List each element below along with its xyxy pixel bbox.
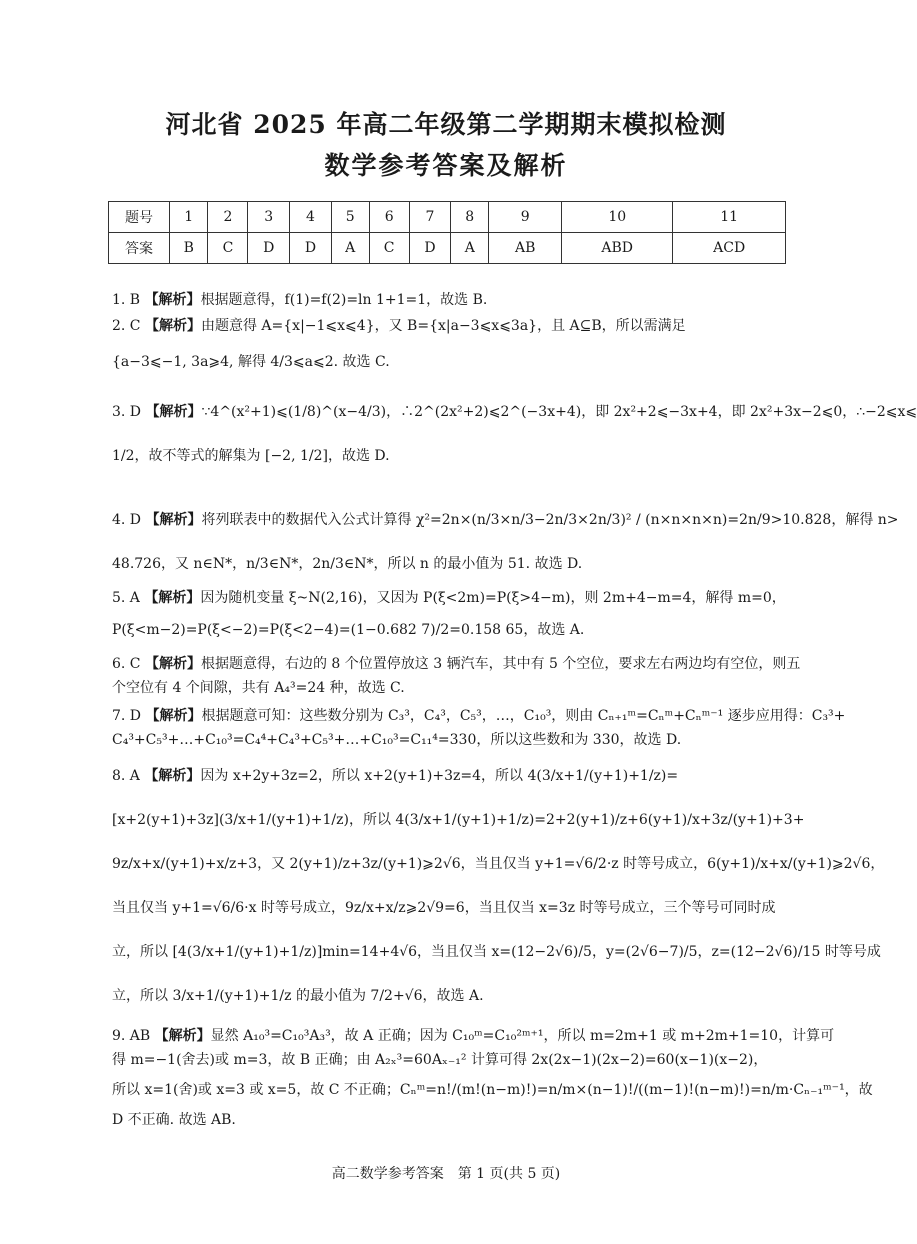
solution-text: {a−3⩽−1, 3a⩾4, 解得 4/3⩽a⩽2. 故选 C. (112, 354, 390, 370)
solution-label: 3. D (112, 404, 142, 420)
answer-cell: ACD (673, 233, 786, 264)
solution-line (112, 1048, 802, 1072)
solution-label: 7. D (112, 708, 142, 724)
solution-line (112, 1078, 873, 1102)
solution-line (112, 314, 802, 338)
solution-line (112, 763, 802, 789)
solution-text: 因为 x+2y+3z=2，所以 x+2(y+1)+3z=4，所以 4(3/x+1/(y+1)+1/z)= (200, 768, 679, 784)
solution-line (112, 444, 802, 468)
solution-text: 立，所以 [4(3/x+1/(y+1)+1/z)]min=14+4√6，当且仅当 x=(12−2√6)/5，y=(2√6−7)/5，z=(12−2√6)/15 时等号成 (112, 944, 881, 960)
answer-cell: C (208, 233, 248, 264)
answer-table-answer-row (109, 233, 786, 264)
answer-cell: B (170, 233, 208, 264)
question-number: 2 (208, 202, 248, 233)
question-number: 4 (290, 202, 332, 233)
solution-line (112, 676, 802, 700)
solution-label: 2. C (112, 318, 141, 334)
answer-cell: C (369, 233, 409, 264)
row-label-answer: 答案 (109, 233, 170, 264)
solution-text: 立，所以 3/x+1/(y+1)+1/z 的最小值为 7/2+√6，故选 A. (112, 988, 484, 1004)
solution-text: 得 m=−1(舍去)或 m=3，故 B 正确；由 A₂ₓ³=60Aₓ₋₁² 计算可得 2x(2x−1)(2x−2)=60(x−1)(x−2)， (112, 1052, 768, 1068)
solution-label: 6. C (112, 656, 141, 672)
solution-line (112, 1108, 802, 1132)
solution-line (112, 1024, 835, 1048)
page-footer: 高二数学参考答案 第 1 页(共 5 页) (331, 1166, 561, 1182)
solution-text: 因为随机变量 ξ~N(2,16)，又因为 P(ξ<2m)=P(ξ>4−m)，则 2m+4−m=4，解得 m=0， (200, 590, 786, 606)
analysis-tag: 【解析】 (144, 318, 201, 334)
answer-table (108, 201, 786, 264)
solution-6 (112, 652, 802, 700)
solution-9 (112, 1024, 873, 1132)
solution-text: 1/2，故不等式的解集为 [−2, 1/2]，故选 D. (112, 448, 390, 464)
answer-cell: AB (489, 233, 562, 264)
solution-line (112, 288, 802, 312)
solution-label: 5. A (112, 590, 140, 606)
question-number: 10 (562, 202, 673, 233)
analysis-tag: 【解析】 (144, 768, 201, 784)
analysis-tag: 【解析】 (144, 656, 201, 672)
solution-label: 9. AB (112, 1028, 151, 1044)
solution-label: 8. A (112, 768, 140, 784)
solution-text: 根据题意得，f(1)=f(2)=ln 1+1=1，故选 B. (200, 292, 488, 308)
solution-line (112, 508, 899, 532)
question-number: 1 (170, 202, 208, 233)
solution-text: D 不正确. 故选 AB. (112, 1112, 236, 1128)
solution-line (112, 983, 802, 1009)
answer-table-number-row (109, 202, 786, 233)
question-number: 3 (248, 202, 290, 233)
solution-line (112, 400, 917, 424)
question-number: 5 (331, 202, 369, 233)
solution-line (112, 807, 805, 833)
answer-cell: A (451, 233, 489, 264)
solution-text: P(ξ<m−2)=P(ξ<−2)=P(ξ<2−4)=(1−0.682 7)/2=0.158 65，故选 A. (112, 622, 585, 638)
solution-label: 4. D (112, 512, 142, 528)
solution-text: 48.726，又 n∈N*，n/3∈N*，2n/3∈N*，所以 n 的最小值为 51. 故选 D. (112, 556, 583, 572)
solution-text: 根据题意可知：这些数分别为 C₃³，C₄³，C₅³，…，C₁₀³，则由 Cₙ₊₁ᵐ=Cₙᵐ+Cₙᵐ⁻¹ 逐步应用得：C₃³+ (201, 708, 846, 724)
document-subtitle: 数学参考答案及解析 (324, 151, 568, 180)
solution-line (112, 552, 802, 576)
solution-text: 当且仅当 y+1=√6/6·x 时等号成立，9z/x+x/z⩾2√9=6，当且仅当 x=3z 时等号成立，三个等号可同时成 (112, 900, 776, 916)
solution-text: 所以 x=1(舍)或 x=3 或 x=5，故 C 不正确；Cₙᵐ=n!/(m!(n−m)!)=n/m×(n−1)!/((m−1)!(n−m)!)=n/m·Cₙ₋₁ᵐ⁻¹，故 (112, 1082, 873, 1098)
solution-5 (112, 586, 802, 642)
solution-label: 1. B (112, 292, 141, 308)
solution-text: C₄³+C₅³+…+C₁₀³=C₄⁴+C₄³+C₅³+…+C₁₀³=C₁₁⁴=330，所以这些数和为 330，故选 D. (112, 732, 682, 748)
analysis-tag: 【解析】 (145, 404, 202, 420)
solution-line (112, 939, 881, 965)
question-number: 11 (673, 202, 786, 233)
question-number: 8 (451, 202, 489, 233)
solution-line (112, 350, 802, 374)
analysis-tag: 【解析】 (154, 1028, 211, 1044)
solution-text: 根据题意得，右边的 8 个位置停放这 3 辆汽车，其中有 5 个空位，要求左右两边均有空位，则五 (200, 656, 801, 672)
solution-line (112, 728, 802, 752)
solution-2 (112, 314, 802, 374)
solution-line (112, 618, 802, 642)
solution-line (112, 851, 885, 877)
solution-4 (112, 508, 899, 576)
answer-cell: D (409, 233, 451, 264)
solution-line (112, 652, 802, 676)
analysis-tag: 【解析】 (145, 708, 202, 724)
solution-8 (112, 763, 885, 1009)
question-number: 7 (409, 202, 451, 233)
analysis-tag: 【解析】 (144, 292, 201, 308)
answer-cell: D (290, 233, 332, 264)
solution-text: ∵4^(x²+1)⩽(1/8)^(x−4/3)，∴2^(2x²+2)⩽2^(−3x+4)，即 2x²+2⩽−3x+4，即 2x²+3x−2⩽0，∴−2⩽x⩽ (201, 404, 917, 420)
solution-text: [x+2(y+1)+3z](3/x+1/(y+1)+1/z)，所以 4(3/x+1/(y+1)+1/z)=2+2(y+1)/z+6(y+1)/x+3z/(y+1)+3+ (112, 812, 805, 828)
question-number: 6 (369, 202, 409, 233)
solution-text: 显然 A₁₀³=C₁₀³A₃³，故 A 正确；因为 C₁₀ᵐ=C₁₀²ᵐ⁺¹，所以 m=2m+1 或 m+2m+1=10，计算可 (210, 1028, 835, 1044)
solution-text: 个空位有 4 个间隙，共有 A₄³=24 种，故选 C. (112, 680, 405, 696)
answer-cell: ABD (562, 233, 673, 264)
solution-3 (112, 400, 917, 468)
solution-7 (112, 704, 846, 752)
analysis-tag: 【解析】 (145, 512, 202, 528)
document-title: 河北省 2025 年高二年级第二学期期末模拟检测 (165, 110, 727, 139)
answer-cell: D (248, 233, 290, 264)
solution-1 (112, 288, 802, 312)
row-label-number: 题号 (109, 202, 170, 233)
analysis-tag: 【解析】 (144, 590, 201, 606)
solution-text: 由题意得 A={x|−1⩽x⩽4}，又 B={x|a−3⩽x⩽3a}，且 A⊆B，所以需满足 (200, 318, 686, 334)
solution-line (112, 586, 802, 610)
answer-cell: A (331, 233, 369, 264)
solution-text: 9z/x+x/(y+1)+x/z+3，又 2(y+1)/z+3z/(y+1)⩾2√6，当且仅当 y+1=√6/2·z 时等号成立，6(y+1)/x+x/(y+1)⩾2√6， (112, 856, 885, 872)
solution-line (112, 895, 802, 921)
question-number: 9 (489, 202, 562, 233)
solution-text: 将列联表中的数据代入公式计算得 χ²=2n×(n/3×n/3−2n/3×2n/3)² / (n×n×n×n)=2n/9>10.828，解得 n> (201, 512, 899, 528)
solution-line (112, 704, 846, 728)
